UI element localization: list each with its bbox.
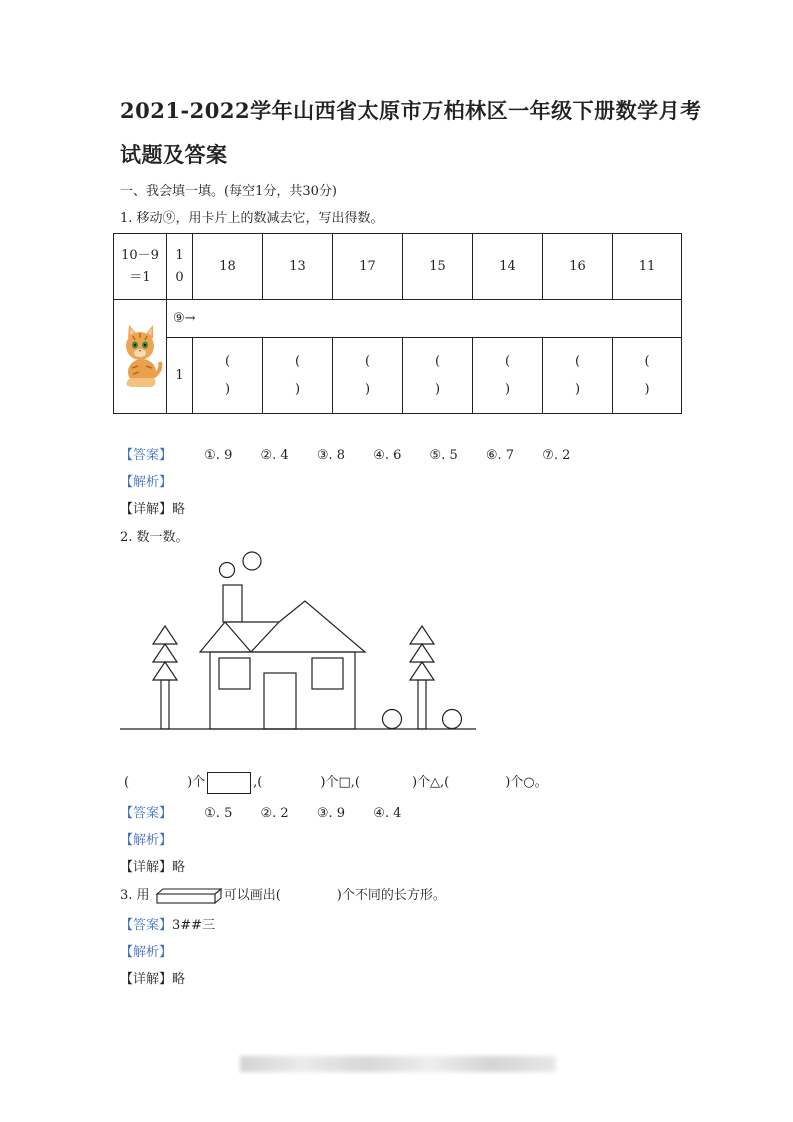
blank-close: )	[504, 381, 511, 397]
blank-close: )	[294, 381, 301, 397]
fill-part: )个□,(	[320, 775, 360, 790]
q2-text: 2. 数一数。	[120, 530, 189, 545]
answer-item: ①. 9	[204, 448, 233, 463]
house-body	[210, 652, 355, 729]
answer-blank[interactable]	[543, 338, 613, 414]
window-left	[219, 658, 250, 689]
answer-item: ①. 5	[204, 806, 233, 821]
page-title-line2: 试题及答案	[120, 142, 228, 167]
detail-line	[120, 968, 185, 987]
blank-open: (	[224, 353, 231, 369]
q2-fill-line	[124, 771, 548, 794]
house-figure	[118, 545, 480, 735]
card-cell: 11	[613, 234, 682, 300]
answer-blank[interactable]	[263, 338, 333, 414]
cuboid-icon	[155, 888, 223, 904]
tree-trunk	[418, 680, 426, 729]
answer-item: 3##三	[172, 918, 216, 933]
card-cell: 16	[543, 234, 613, 300]
blurred-footer	[240, 1056, 556, 1072]
smoke-circle-small	[220, 563, 235, 578]
door	[264, 673, 296, 729]
q2-answer-line	[120, 802, 425, 821]
card-cell: 17	[333, 234, 403, 300]
q3-text-line	[120, 884, 446, 904]
blank-open: (	[574, 353, 581, 369]
tree-triangle	[410, 662, 434, 680]
tree-triangle	[153, 644, 177, 662]
chimney-rectangle	[223, 585, 242, 622]
ground-circle	[383, 710, 402, 729]
card-cell: 14	[473, 234, 543, 300]
answer-blank[interactable]	[473, 338, 543, 414]
smoke-circle-large	[243, 552, 261, 570]
answer-item: ④. 6	[373, 448, 402, 463]
answer-blank[interactable]	[613, 338, 682, 414]
answer-item: ⑦. 2	[542, 448, 571, 463]
analysis-tag: 【解析】	[120, 945, 173, 960]
answer-item: ②. 4	[260, 448, 289, 463]
detail-text: 略	[172, 502, 186, 517]
tree-trunk	[161, 680, 169, 729]
blank-open: (	[644, 353, 650, 369]
answer-tag: 【答案】	[120, 806, 173, 821]
detail-line	[120, 856, 185, 875]
blank-close: )	[644, 381, 650, 397]
card-cell: 15	[403, 234, 473, 300]
cat-icon	[116, 320, 164, 390]
answer-item: ②. 2	[260, 806, 289, 821]
card-cell: 18	[193, 234, 263, 300]
answer-blank[interactable]	[403, 338, 473, 414]
tree-triangle	[153, 662, 177, 680]
blank-open: (	[364, 353, 371, 369]
first-card-top: 1	[175, 247, 184, 263]
example-card	[114, 234, 167, 300]
q1-table	[113, 233, 682, 414]
blank-open: (	[434, 353, 441, 369]
section-heading: 一、我会填一填。(每空1分，共30分)	[120, 184, 337, 199]
fill-part: )个○。	[505, 775, 548, 790]
example-top: 10－9	[121, 247, 159, 263]
q3-text-end: )个不同的长方形。	[336, 888, 446, 903]
answer-blank[interactable]	[333, 338, 403, 414]
rectangle-icon	[207, 772, 251, 794]
first-card-bottom: 0	[175, 269, 184, 285]
answer-tag: 【答案】	[120, 918, 173, 933]
answer-tag: 【答案】	[120, 448, 173, 463]
tree-triangle	[153, 626, 177, 644]
answer-item: ⑥. 7	[485, 448, 515, 463]
q1-answer-line	[120, 444, 594, 463]
first-result: 1	[167, 338, 193, 414]
blank-close: )	[574, 381, 581, 397]
fill-part: )个△,(	[411, 775, 450, 790]
blank-close: )	[434, 381, 441, 397]
detail-line	[120, 498, 185, 517]
answer-item: ③. 8	[316, 448, 346, 463]
example-bottom: ＝1	[129, 269, 151, 285]
detail-tag: 【详解】	[120, 860, 173, 875]
ground-circle	[443, 710, 462, 729]
cat-cell	[114, 300, 167, 414]
q3-answer-line	[120, 914, 215, 933]
answer-item: ③. 9	[316, 806, 346, 821]
q3-text-pre: 3. 用	[120, 888, 150, 903]
answer-item: ④. 4	[373, 806, 402, 821]
detail-tag: 【详解】	[120, 502, 173, 517]
fill-part: (	[124, 775, 130, 790]
tree-triangle	[410, 644, 434, 662]
card-cell: 13	[263, 234, 333, 300]
answer-blank[interactable]	[193, 338, 263, 414]
blank-open: (	[294, 353, 301, 369]
tree-triangle	[410, 626, 434, 644]
answer-item: ⑤. 5	[429, 448, 458, 463]
blank-close: )	[364, 381, 371, 397]
first-card	[167, 234, 193, 300]
move-row: ⑨→	[167, 300, 682, 338]
page-title: 2021-2022学年山西省太原市万柏林区一年级下册数学月考	[120, 98, 702, 123]
q3-text-post: 可以画出(	[223, 888, 281, 903]
q1-text: 1. 移动⑨，用卡片上的数减去它，写出得数。	[120, 211, 384, 226]
fill-part: )个	[187, 775, 206, 790]
detail-text: 略	[172, 860, 186, 875]
fill-part: ,(	[253, 775, 263, 790]
window-right	[312, 658, 343, 689]
detail-tag: 【详解】	[120, 972, 173, 987]
blank-open: (	[504, 353, 511, 369]
analysis-tag: 【解析】	[120, 475, 173, 490]
analysis-tag: 【解析】	[120, 833, 173, 848]
blank-close: )	[224, 381, 231, 397]
detail-text: 略	[172, 972, 186, 987]
